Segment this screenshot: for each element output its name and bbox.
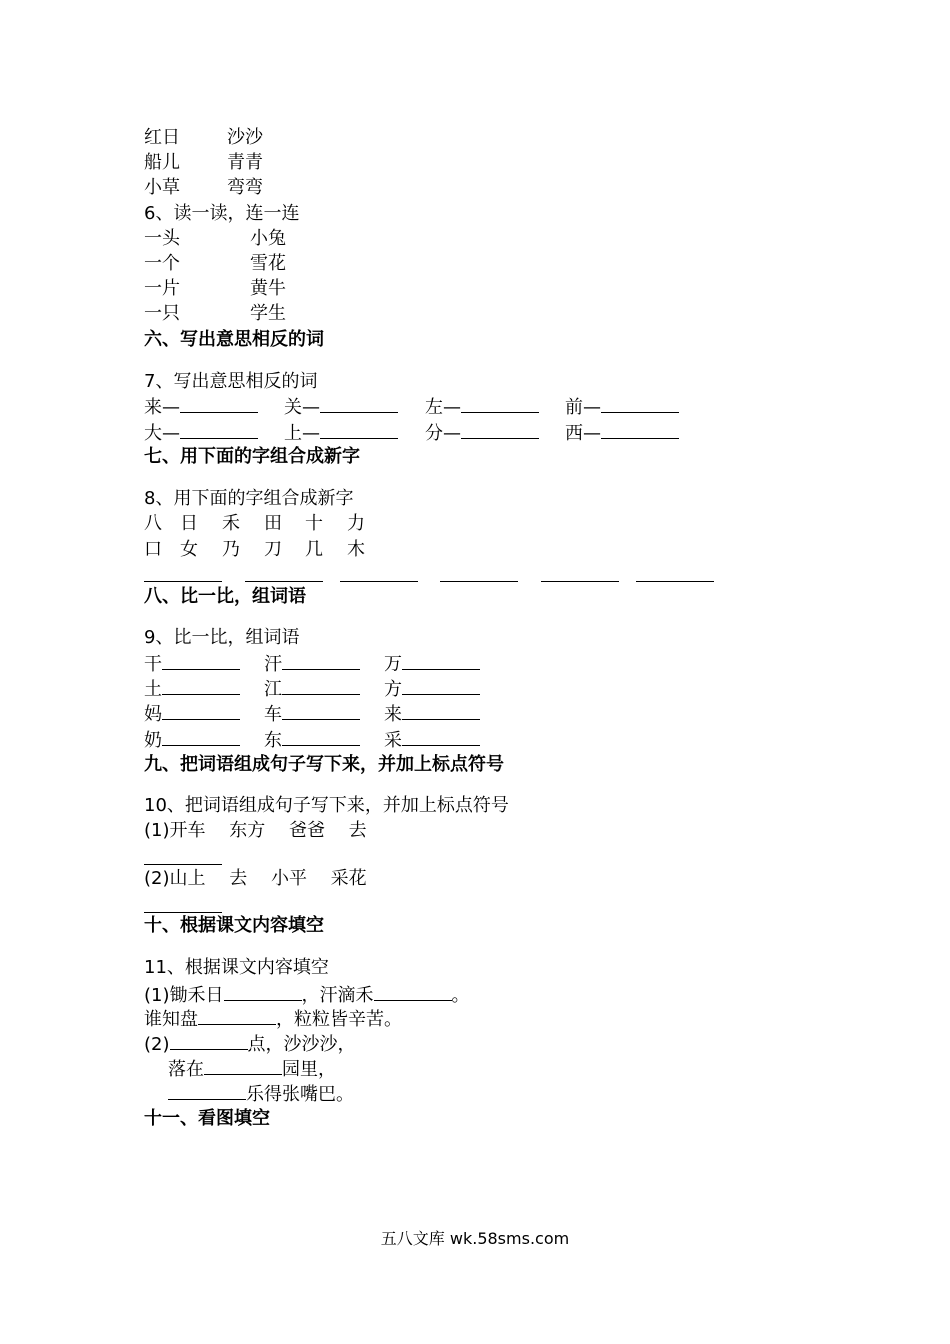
poem-text: 点，沙沙沙，	[247, 1034, 356, 1055]
answer-blank[interactable]	[162, 651, 240, 670]
compare-item	[144, 727, 240, 753]
answer-blank[interactable]	[320, 420, 398, 439]
char-1: 八	[144, 513, 162, 534]
answer-blank[interactable]	[224, 982, 302, 1001]
poem-text: (1)锄禾日	[144, 985, 224, 1006]
answer-blank[interactable]	[180, 420, 258, 439]
poem-text: 。	[451, 985, 470, 1006]
poem-text: 落在	[168, 1059, 204, 1080]
char-7: 口	[144, 539, 162, 560]
q6-right-3: 黄牛	[250, 278, 286, 299]
answer-blank[interactable]	[440, 580, 518, 582]
compare-char: 汗	[264, 654, 282, 675]
answer-blank[interactable]	[180, 394, 258, 413]
match-left-3: 小草	[144, 177, 180, 198]
compare-item	[384, 676, 480, 702]
compare-char: 来	[384, 704, 402, 725]
compare-item	[384, 651, 480, 677]
char-9: 乃	[222, 539, 240, 560]
footer-watermark: 五八文库 wk.58sms.com	[380, 1229, 570, 1248]
compare-char: 妈	[144, 704, 162, 725]
q6-right-1: 小兔	[250, 228, 286, 249]
char-6: 力	[347, 513, 365, 534]
compare-item	[144, 701, 240, 727]
compare-char: 奶	[144, 730, 162, 751]
char-11: 几	[305, 539, 323, 560]
poem-line-1	[144, 982, 470, 1008]
answer-blank[interactable]	[402, 701, 480, 720]
answer-blank[interactable]	[340, 580, 418, 582]
poem-text: ，粒粒皆辛苦。	[276, 1009, 402, 1030]
char-8: 女	[180, 539, 198, 560]
answer-blank[interactable]	[204, 1056, 282, 1075]
poem-text: 乐得张嘴巴。	[246, 1084, 354, 1105]
answer-blank[interactable]	[144, 863, 222, 865]
char-12: 木	[347, 539, 365, 560]
sentence-words-1: (1)开车 东方 爸爸 去	[144, 820, 367, 841]
char-2: 日	[180, 513, 198, 534]
compare-char: 东	[264, 730, 282, 751]
poem-line-3	[144, 1031, 356, 1057]
q8-title: 8、用下面的字组合成新字	[144, 488, 354, 509]
poem-text: (2)	[144, 1034, 170, 1055]
answer-blank[interactable]	[162, 676, 240, 695]
char-3: 禾	[222, 513, 240, 534]
answer-blank[interactable]	[601, 394, 679, 413]
q6-title: 6、读一读，连一连	[144, 203, 300, 224]
answer-blank[interactable]	[198, 1006, 276, 1025]
poem-text: 谁知盘	[144, 1009, 198, 1030]
answer-blank[interactable]	[636, 580, 714, 582]
answer-blank[interactable]	[168, 1081, 246, 1100]
compare-item	[264, 727, 360, 753]
compare-item	[264, 651, 360, 677]
compare-item	[264, 676, 360, 702]
section-heading-6: 六、写出意思相反的词	[144, 329, 324, 350]
q9-title: 9、比一比，组词语	[144, 627, 300, 648]
answer-blank[interactable]	[144, 580, 222, 582]
compare-item	[384, 701, 480, 727]
char-10: 刀	[264, 539, 282, 560]
answer-blank[interactable]	[162, 701, 240, 720]
q6-left-4: 一只	[144, 303, 180, 324]
answer-blank[interactable]	[541, 580, 619, 582]
antonym-prompt: 来—	[144, 397, 180, 418]
compare-char: 土	[144, 679, 162, 700]
poem-line-2	[144, 1006, 402, 1032]
answer-blank[interactable]	[282, 651, 360, 670]
compare-char: 方	[384, 679, 402, 700]
section-heading-9: 九、把词语组成句子写下来，并加上标点符号	[144, 754, 504, 775]
q6-right-4: 学生	[250, 303, 286, 324]
answer-blank[interactable]	[320, 394, 398, 413]
antonym-5	[144, 420, 258, 446]
q11-title: 11、根据课文内容填空	[144, 957, 329, 978]
q7-title: 7、写出意思相反的词	[144, 371, 318, 392]
antonym-1	[144, 394, 258, 420]
poem-text: ，汗滴禾	[301, 985, 374, 1006]
compare-item	[264, 701, 360, 727]
section-heading-11: 十一、看图填空	[144, 1108, 270, 1129]
answer-blank[interactable]	[374, 982, 452, 1001]
answer-blank[interactable]	[461, 394, 539, 413]
sentence-words-2: (2)山上 去 小平 采花	[144, 868, 367, 889]
antonym-prompt: 上—	[284, 423, 320, 444]
q6-left-3: 一片	[144, 278, 180, 299]
match-right-2: 青青	[227, 152, 263, 173]
antonym-6	[284, 420, 398, 446]
compare-char: 万	[384, 654, 402, 675]
antonym-2	[284, 394, 398, 420]
section-heading-7: 七、用下面的字组合成新字	[144, 446, 360, 467]
char-4: 田	[264, 513, 282, 534]
section-heading-8: 八、比一比，组词语	[144, 586, 306, 607]
match-right-1: 沙沙	[227, 127, 263, 148]
compare-char: 干	[144, 654, 162, 675]
answer-blank[interactable]	[282, 676, 360, 695]
match-left-2: 船儿	[144, 152, 180, 173]
answer-blank[interactable]	[282, 727, 360, 746]
compare-item	[384, 727, 480, 753]
match-right-3: 弯弯	[227, 177, 263, 198]
compare-item	[144, 651, 240, 677]
antonym-prompt: 分—	[425, 423, 461, 444]
answer-blank[interactable]	[402, 651, 480, 670]
antonym-prompt: 左—	[425, 397, 461, 418]
answer-blank[interactable]	[461, 420, 539, 439]
answer-blank[interactable]	[601, 420, 679, 439]
antonym-prompt: 关—	[284, 397, 320, 418]
q6-left-1: 一头	[144, 228, 180, 249]
q6-left-2: 一个	[144, 253, 180, 274]
antonym-8	[565, 420, 679, 446]
poem-text: 园里，	[282, 1059, 336, 1080]
compare-char: 采	[384, 730, 402, 751]
compare-item	[144, 676, 240, 702]
antonym-7	[425, 420, 539, 446]
compare-char: 江	[264, 679, 282, 700]
section-heading-10: 十、根据课文内容填空	[144, 915, 324, 936]
answer-blank[interactable]	[170, 1031, 248, 1050]
antonym-prompt: 前—	[565, 397, 601, 418]
q10-title: 10、把词语组成句子写下来，并加上标点符号	[144, 795, 509, 816]
poem-line-4	[168, 1056, 336, 1082]
antonym-prompt: 大—	[144, 423, 180, 444]
q6-right-2: 雪花	[250, 253, 286, 274]
char-5: 十	[305, 513, 323, 534]
answer-blank[interactable]	[245, 580, 323, 582]
antonym-4	[565, 394, 679, 420]
answer-blank[interactable]	[282, 701, 360, 720]
answer-blank[interactable]	[402, 676, 480, 695]
answer-blank[interactable]	[162, 727, 240, 746]
compare-char: 车	[264, 704, 282, 725]
antonym-3	[425, 394, 539, 420]
match-left-1: 红日	[144, 127, 180, 148]
poem-line-5	[168, 1081, 354, 1107]
antonym-prompt: 西—	[565, 423, 601, 444]
answer-blank[interactable]	[402, 727, 480, 746]
